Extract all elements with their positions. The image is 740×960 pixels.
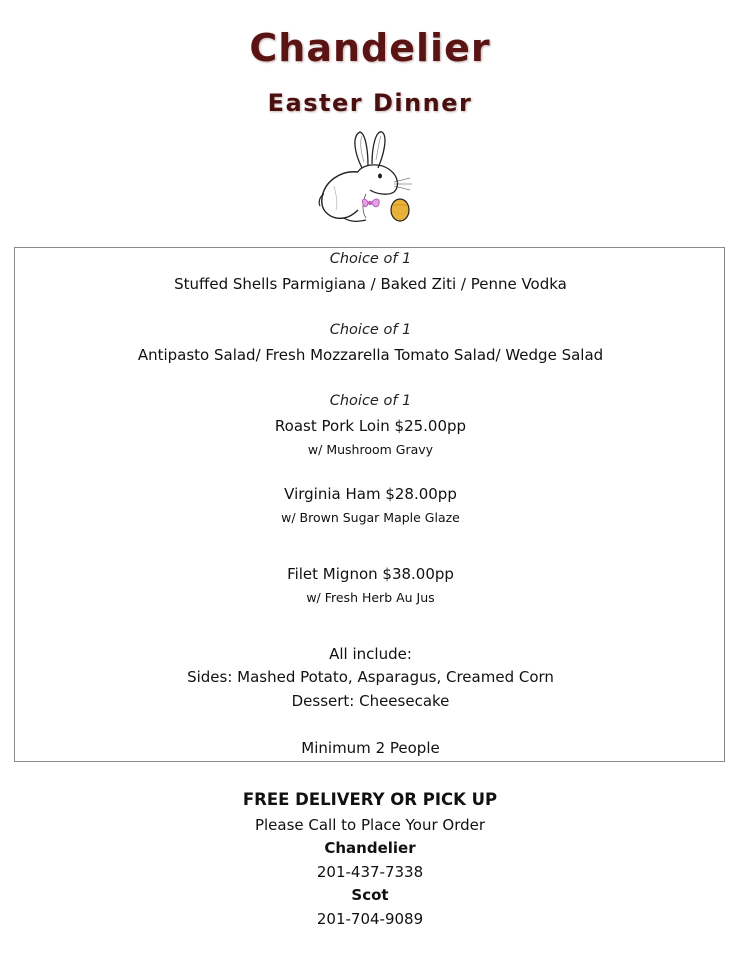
call-text: Please Call to Place Your Order bbox=[254, 816, 486, 834]
course2-items: Antipasto Salad/ Fresh Mozzarella Tomato Salad/ Wedge Salad bbox=[137, 346, 604, 364]
entree-name: Filet Mignon $38.00pp bbox=[287, 565, 454, 583]
contact-phone: 201-437-7338 bbox=[316, 863, 424, 881]
menu-box bbox=[14, 247, 725, 762]
contact-phone: 201-704-9089 bbox=[316, 910, 424, 928]
includes-heading: All include: bbox=[329, 645, 412, 663]
entree-name: Virginia Ham $28.00pp bbox=[284, 485, 457, 503]
course2-heading: Choice of 1 bbox=[329, 322, 412, 338]
delivery-headline: FREE DELIVERY OR PICK UP bbox=[242, 790, 498, 809]
course3-heading: Choice of 1 bbox=[329, 393, 412, 409]
bunny-with-egg-icon bbox=[310, 124, 428, 228]
entree-note: w/ Mushroom Gravy bbox=[307, 442, 434, 457]
entree-note: w/ Fresh Herb Au Jus bbox=[306, 590, 435, 605]
includes-sides: Sides: Mashed Potato, Asparagus, Creamed Corn bbox=[187, 668, 554, 686]
page-title: Chandelier bbox=[249, 26, 491, 70]
entree-name: Roast Pork Loin $25.00pp bbox=[274, 417, 467, 435]
contact-name: Scot bbox=[351, 886, 389, 904]
page-subtitle: Easter Dinner bbox=[267, 89, 473, 117]
minimum-note: Minimum 2 People bbox=[301, 739, 440, 757]
course1-heading: Choice of 1 bbox=[329, 251, 412, 267]
entree-note: w/ Brown Sugar Maple Glaze bbox=[281, 510, 460, 525]
contact-name: Chandelier bbox=[324, 839, 416, 857]
includes-dessert: Dessert: Cheesecake bbox=[291, 692, 450, 710]
course1-items: Stuffed Shells Parmigiana / Baked Ziti / Penne Vodka bbox=[174, 275, 567, 293]
